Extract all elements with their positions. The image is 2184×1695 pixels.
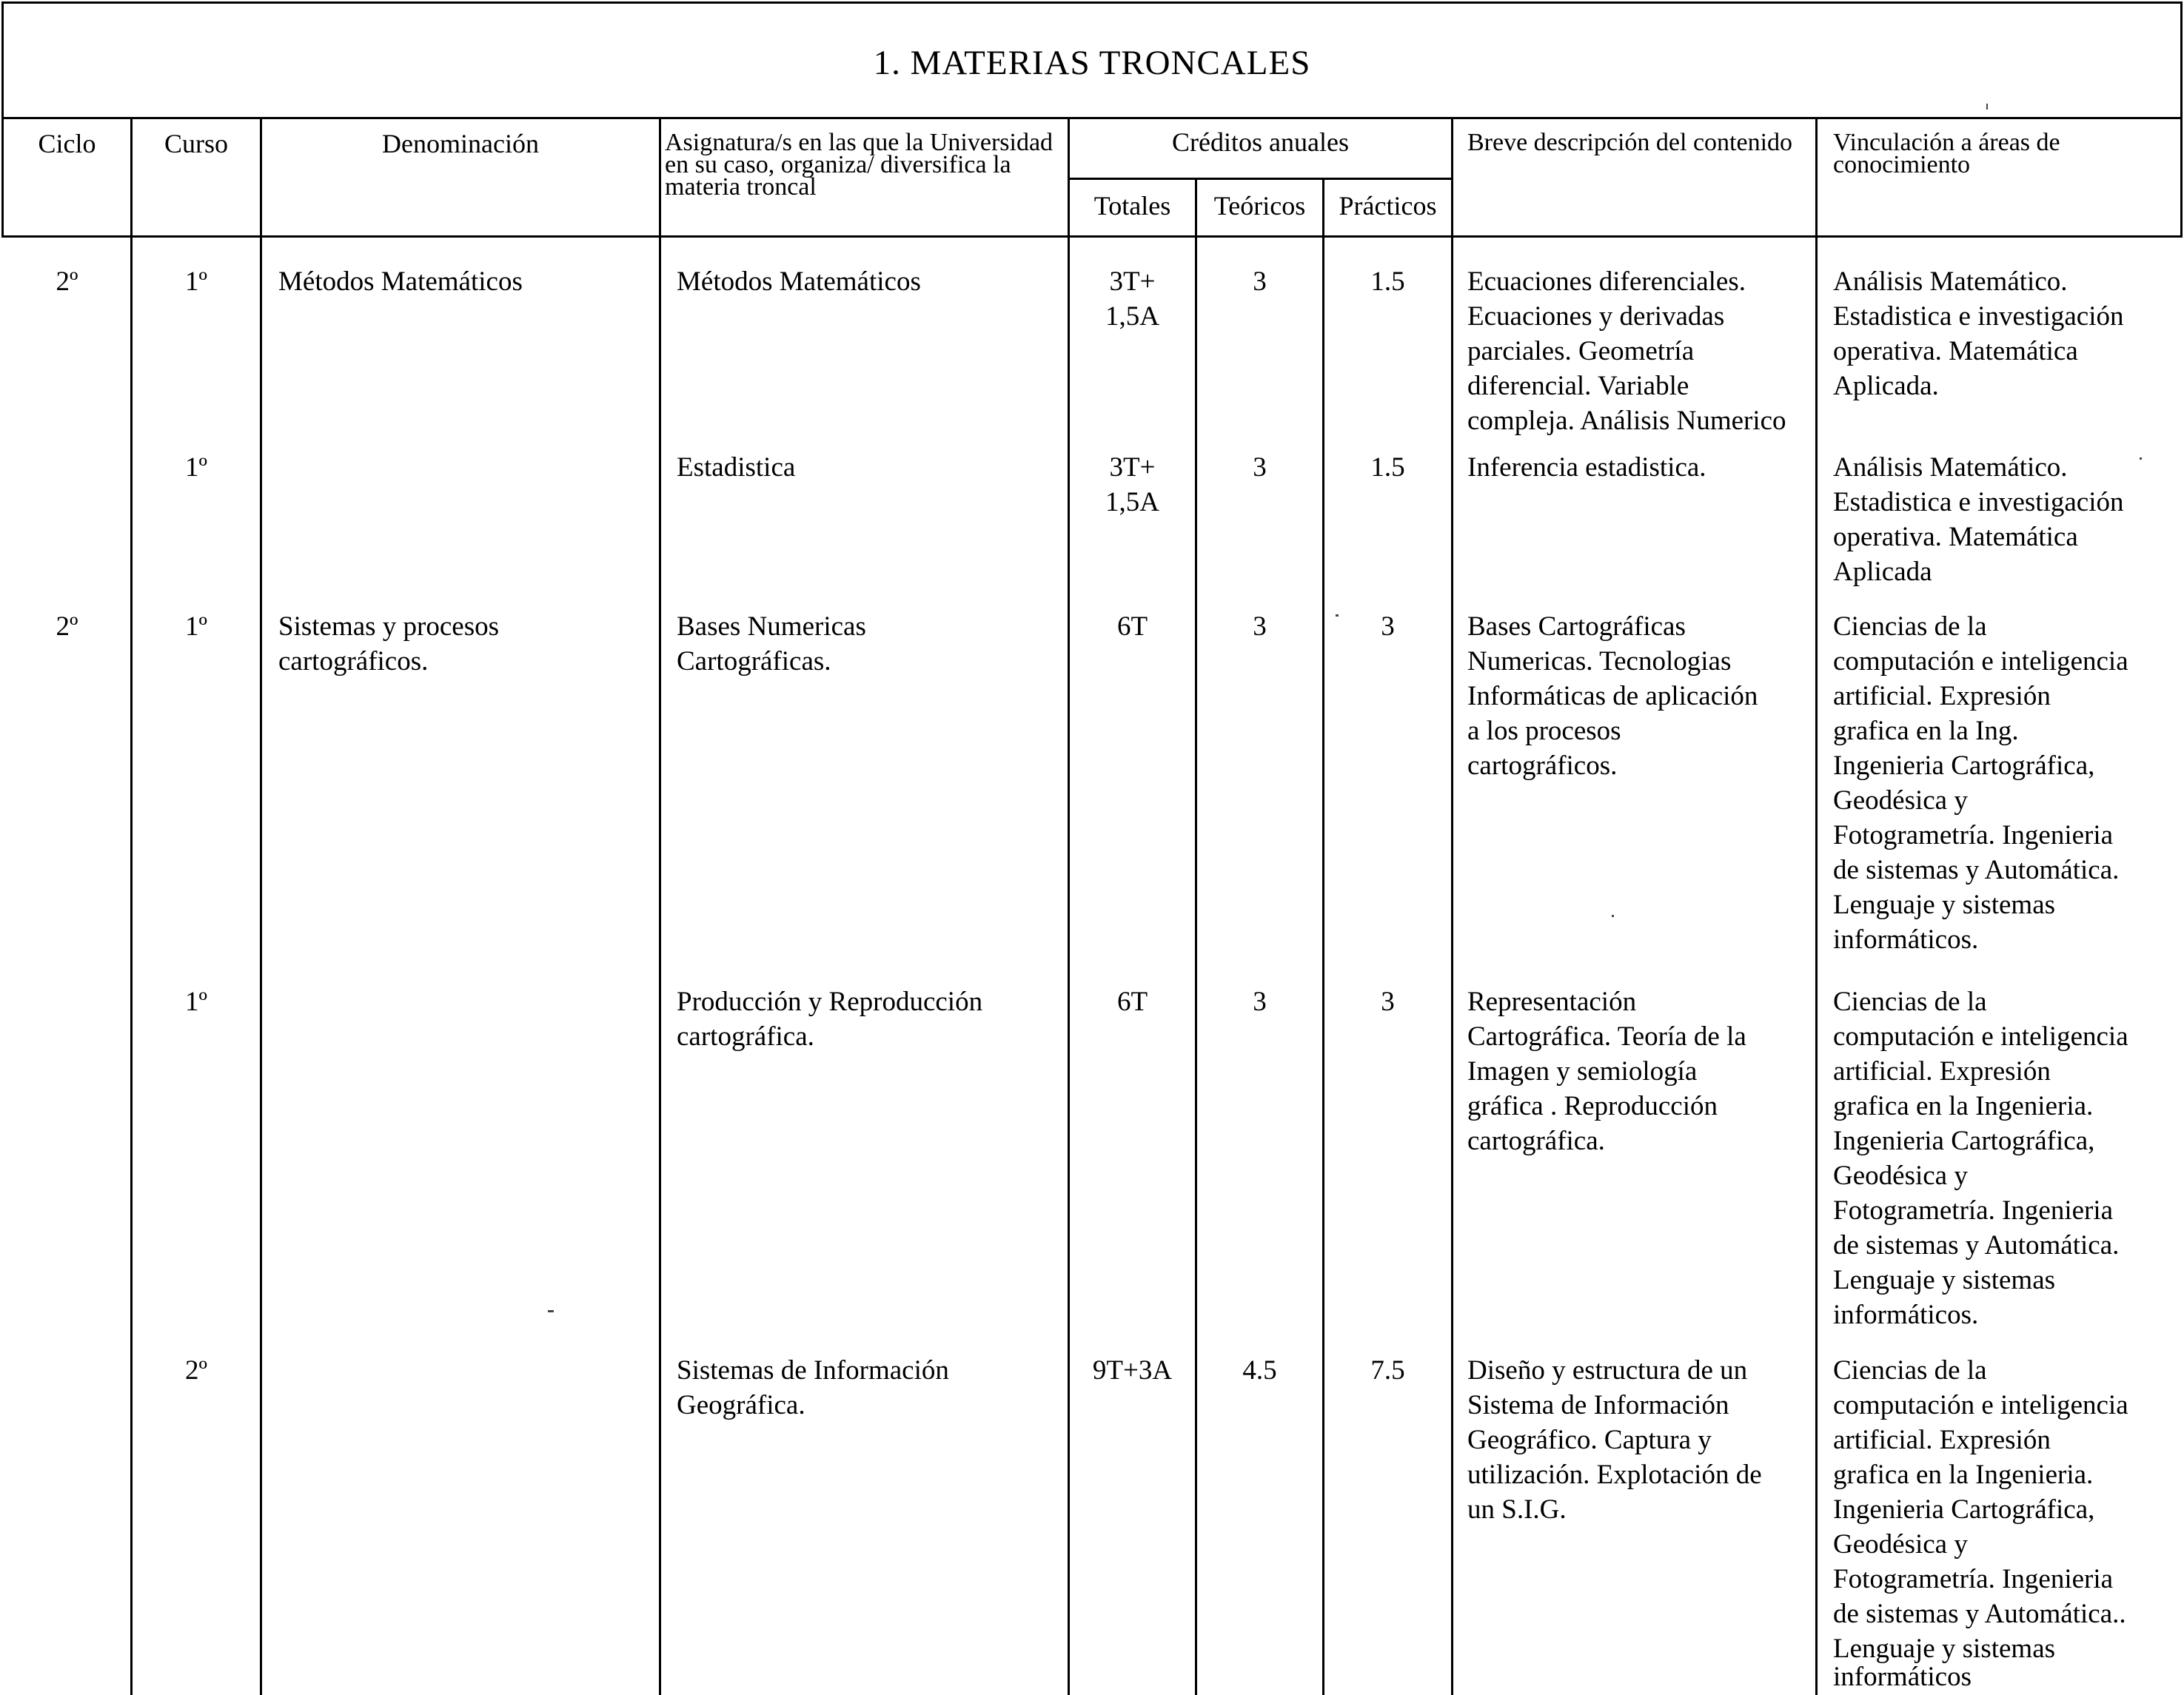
row3-vinculacion-line3: artificial. Expresión	[1833, 681, 2051, 711]
creditos-subheader-line	[1068, 178, 1453, 180]
row5-descripcion-line1: Diseño y estructura de un	[1467, 1355, 1748, 1386]
row3-asignatura-line2: Cartográficas.	[677, 646, 831, 677]
row3-descripcion-line2: Numericas. Tecnologias	[1467, 646, 1732, 677]
row1-totales-line1: 3T+	[1109, 266, 1156, 297]
header-ciclo: Ciclo	[38, 129, 96, 158]
scan-speck	[1336, 614, 1339, 617]
header-asignatura: Asignatura/s en las que la Universidad en su caso, organiza/ diversifica la materia troncal	[665, 129, 1054, 201]
row1-ciclo: 2º	[56, 266, 78, 297]
row1-vinculacion-line1: Análisis Matemático.	[1833, 266, 2068, 297]
row4-practicos: 3	[1381, 987, 1395, 1017]
row3-teoricos: 3	[1253, 611, 1267, 642]
row1-curso: 1º	[185, 266, 207, 297]
row4-descripcion-line5: cartográfica.	[1467, 1126, 1605, 1156]
row3-descripcion-line4: a los procesos	[1467, 716, 1621, 746]
col-divider-ciclo	[130, 117, 133, 1695]
header-totales: Totales	[1093, 191, 1171, 221]
row3-vinculacion-line8: de sistemas y Automática.	[1833, 855, 2120, 885]
row3-practicos: 3	[1381, 611, 1395, 642]
row3-descripcion-line1: Bases Cartográficas	[1467, 611, 1686, 642]
header-practicos: Prácticos	[1339, 191, 1437, 221]
col-divider-curso	[260, 117, 262, 1695]
row1-vinculacion-line3: operativa. Matemática	[1833, 336, 2078, 366]
row1-descripcion-line1: Ecuaciones diferenciales.	[1467, 266, 1746, 297]
row5-vinculacion-line1: Ciencias de la	[1833, 1355, 1987, 1386]
row4-vinculacion-line10: informáticos.	[1833, 1300, 1979, 1330]
row5-asignatura-line2: Geográfica.	[677, 1390, 805, 1420]
row4-totales: 6T	[1116, 987, 1148, 1017]
row5-vinculacion-line10: informáticos	[1833, 1662, 1972, 1692]
row4-vinculacion-line1: Ciencias de la	[1833, 987, 1987, 1017]
col-divider-denominacion	[659, 117, 661, 1695]
row1-descripcion-line4: diferencial. Variable	[1467, 371, 1689, 401]
row5-teoricos: 4.5	[1242, 1355, 1277, 1386]
row4-teoricos: 3	[1253, 987, 1267, 1017]
row3-denominacion-line2: cartográficos.	[278, 646, 429, 677]
row4-descripcion-line3: Imagen y semiología	[1467, 1056, 1698, 1087]
col-divider-practicos	[1451, 117, 1453, 1695]
col-divider-asignatura	[1068, 117, 1070, 1695]
row1-vinculacion-line2: Estadistica e investigación	[1833, 301, 2124, 332]
row5-vinculacion-line7: Fotogrametría. Ingenieria	[1833, 1564, 2114, 1594]
row3-ciclo: 2º	[56, 611, 78, 642]
row5-vinculacion-line4: grafica en la Ingenieria.	[1833, 1460, 2094, 1490]
row2-asignatura: Estadistica	[677, 452, 796, 483]
row3-vinculacion-line6: Geodésica y	[1833, 785, 1968, 816]
scan-speck	[548, 1310, 554, 1312]
header-creditos: Créditos anuales	[1172, 127, 1349, 157]
row2-descripcion: Inferencia estadistica.	[1467, 452, 1706, 483]
col-divider-teoricos	[1322, 178, 1324, 1695]
scan-speck	[1986, 104, 1988, 110]
row3-totales: 6T	[1116, 611, 1148, 642]
row2-totales-line2: 1,5A	[1105, 487, 1159, 517]
frame-right-line	[2180, 1, 2183, 237]
row4-vinculacion-line8: de sistemas y Automática.	[1833, 1230, 2120, 1261]
row4-vinculacion-line6: Geodésica y	[1833, 1161, 1968, 1191]
row5-vinculacion-line6: Geodésica y	[1833, 1529, 1968, 1560]
row3-vinculacion-line1: Ciencias de la	[1833, 611, 1987, 642]
row3-vinculacion-line9: Lenguaje y sistemas	[1833, 890, 2056, 920]
row4-vinculacion-line4: grafica en la Ingenieria.	[1833, 1091, 2094, 1121]
row1-practicos: 1.5	[1370, 266, 1405, 297]
row1-denominacion: Métodos Matemáticos	[278, 266, 523, 297]
row1-descripcion-line5: compleja. Análisis Numerico	[1467, 406, 1786, 436]
page-title: 1. MATERIAS TRONCALES	[873, 44, 1311, 82]
row3-curso: 1º	[185, 611, 207, 642]
row5-asignatura-line1: Sistemas de Información	[677, 1355, 949, 1386]
row4-descripcion-line4: gráfica . Reproducción	[1467, 1091, 1718, 1121]
scan-speck	[2140, 457, 2142, 460]
row3-asignatura-line1: Bases Numericas	[677, 611, 866, 642]
row4-vinculacion-line7: Fotogrametría. Ingenieria	[1833, 1195, 2114, 1226]
row4-vinculacion-line2: computación e inteligencia	[1833, 1021, 2128, 1052]
header-bottom-line	[1, 235, 2183, 238]
header-teoricos: Teóricos	[1213, 191, 1306, 221]
frame-top-line	[1, 1, 2183, 4]
row3-descripcion-line5: cartográficos.	[1467, 751, 1618, 781]
row2-vinculacion-line1: Análisis Matemático.	[1833, 452, 2068, 483]
col-divider-totales	[1195, 178, 1197, 1695]
row5-curso: 2º	[185, 1355, 207, 1386]
row2-vinculacion-line3: operativa. Matemática	[1833, 522, 2078, 552]
row3-denominacion-line1: Sistemas y procesos	[278, 611, 500, 642]
row5-vinculacion-line5: Ingenieria Cartográfica,	[1833, 1494, 2095, 1525]
row5-descripcion-line4: utilización. Explotación de	[1467, 1460, 1762, 1490]
row5-totales: 9T+3A	[1092, 1355, 1173, 1386]
row4-asignatura-line1: Producción y Reproducción	[677, 987, 983, 1017]
row5-descripcion-line2: Sistema de Información	[1467, 1390, 1729, 1420]
row2-vinculacion-line2: Estadistica e investigación	[1833, 487, 2124, 517]
row4-vinculacion-line9: Lenguaje y sistemas	[1833, 1265, 2056, 1295]
row3-descripcion-line3: Informáticas de aplicación	[1467, 681, 1758, 711]
row3-vinculacion-line2: computación e inteligencia	[1833, 646, 2128, 677]
scan-speck	[1612, 915, 1614, 917]
frame-left-line	[1, 1, 4, 237]
row2-teoricos: 3	[1253, 452, 1267, 483]
row1-descripcion-line2: Ecuaciones y derivadas	[1467, 301, 1725, 332]
row4-asignatura-line2: cartográfica.	[677, 1021, 814, 1052]
col-divider-descripcion	[1815, 117, 1818, 1695]
row4-descripcion-line2: Cartográfica. Teoría de la	[1467, 1021, 1746, 1052]
row5-vinculacion-line8: de sistemas y Automática..	[1833, 1599, 2126, 1629]
row4-curso: 1º	[185, 987, 207, 1017]
row2-curso: 1º	[185, 452, 207, 483]
row3-vinculacion-line7: Fotogrametría. Ingenieria	[1833, 820, 2114, 850]
header-descripcion: Breve descripción del contenido	[1467, 129, 1793, 156]
row1-totales-line2: 1,5A	[1105, 301, 1159, 332]
row4-vinculacion-line5: Ingenieria Cartográfica,	[1833, 1126, 2095, 1156]
title-separator-line	[1, 117, 2183, 119]
row3-vinculacion-line4: grafica en la Ing.	[1833, 716, 2019, 746]
row5-practicos: 7.5	[1370, 1355, 1405, 1386]
row1-teoricos: 3	[1253, 266, 1267, 297]
header-denominacion: Denominación	[382, 129, 539, 158]
row1-asignatura: Métodos Matemáticos	[677, 266, 921, 297]
row4-vinculacion-line3: artificial. Expresión	[1833, 1056, 2051, 1087]
row1-descripcion-line3: parciales. Geometría	[1467, 336, 1695, 366]
row3-vinculacion-line5: Ingenieria Cartográfica,	[1833, 751, 2095, 781]
row5-vinculacion-line3: artificial. Expresión	[1833, 1425, 2051, 1455]
row1-vinculacion-line4: Aplicada.	[1833, 371, 1939, 401]
header-curso: Curso	[164, 129, 228, 158]
row3-vinculacion-line10: informáticos.	[1833, 924, 1979, 955]
row5-vinculacion-line9: Lenguaje y sistemas	[1833, 1634, 2056, 1664]
row5-vinculacion-line2: computación e inteligencia	[1833, 1390, 2128, 1420]
row4-descripcion-line1: Representación	[1467, 987, 1637, 1017]
row5-descripcion-line5: un S.I.G.	[1467, 1494, 1567, 1525]
header-vinculacion: Vinculación a áreas de conocimiento	[1833, 129, 2060, 178]
row2-vinculacion-line4: Aplicada	[1833, 557, 1932, 587]
row2-totales-line1: 3T+	[1109, 452, 1156, 483]
row5-descripcion-line3: Geográfico. Captura y	[1467, 1425, 1712, 1455]
row2-practicos: 1.5	[1370, 452, 1405, 483]
